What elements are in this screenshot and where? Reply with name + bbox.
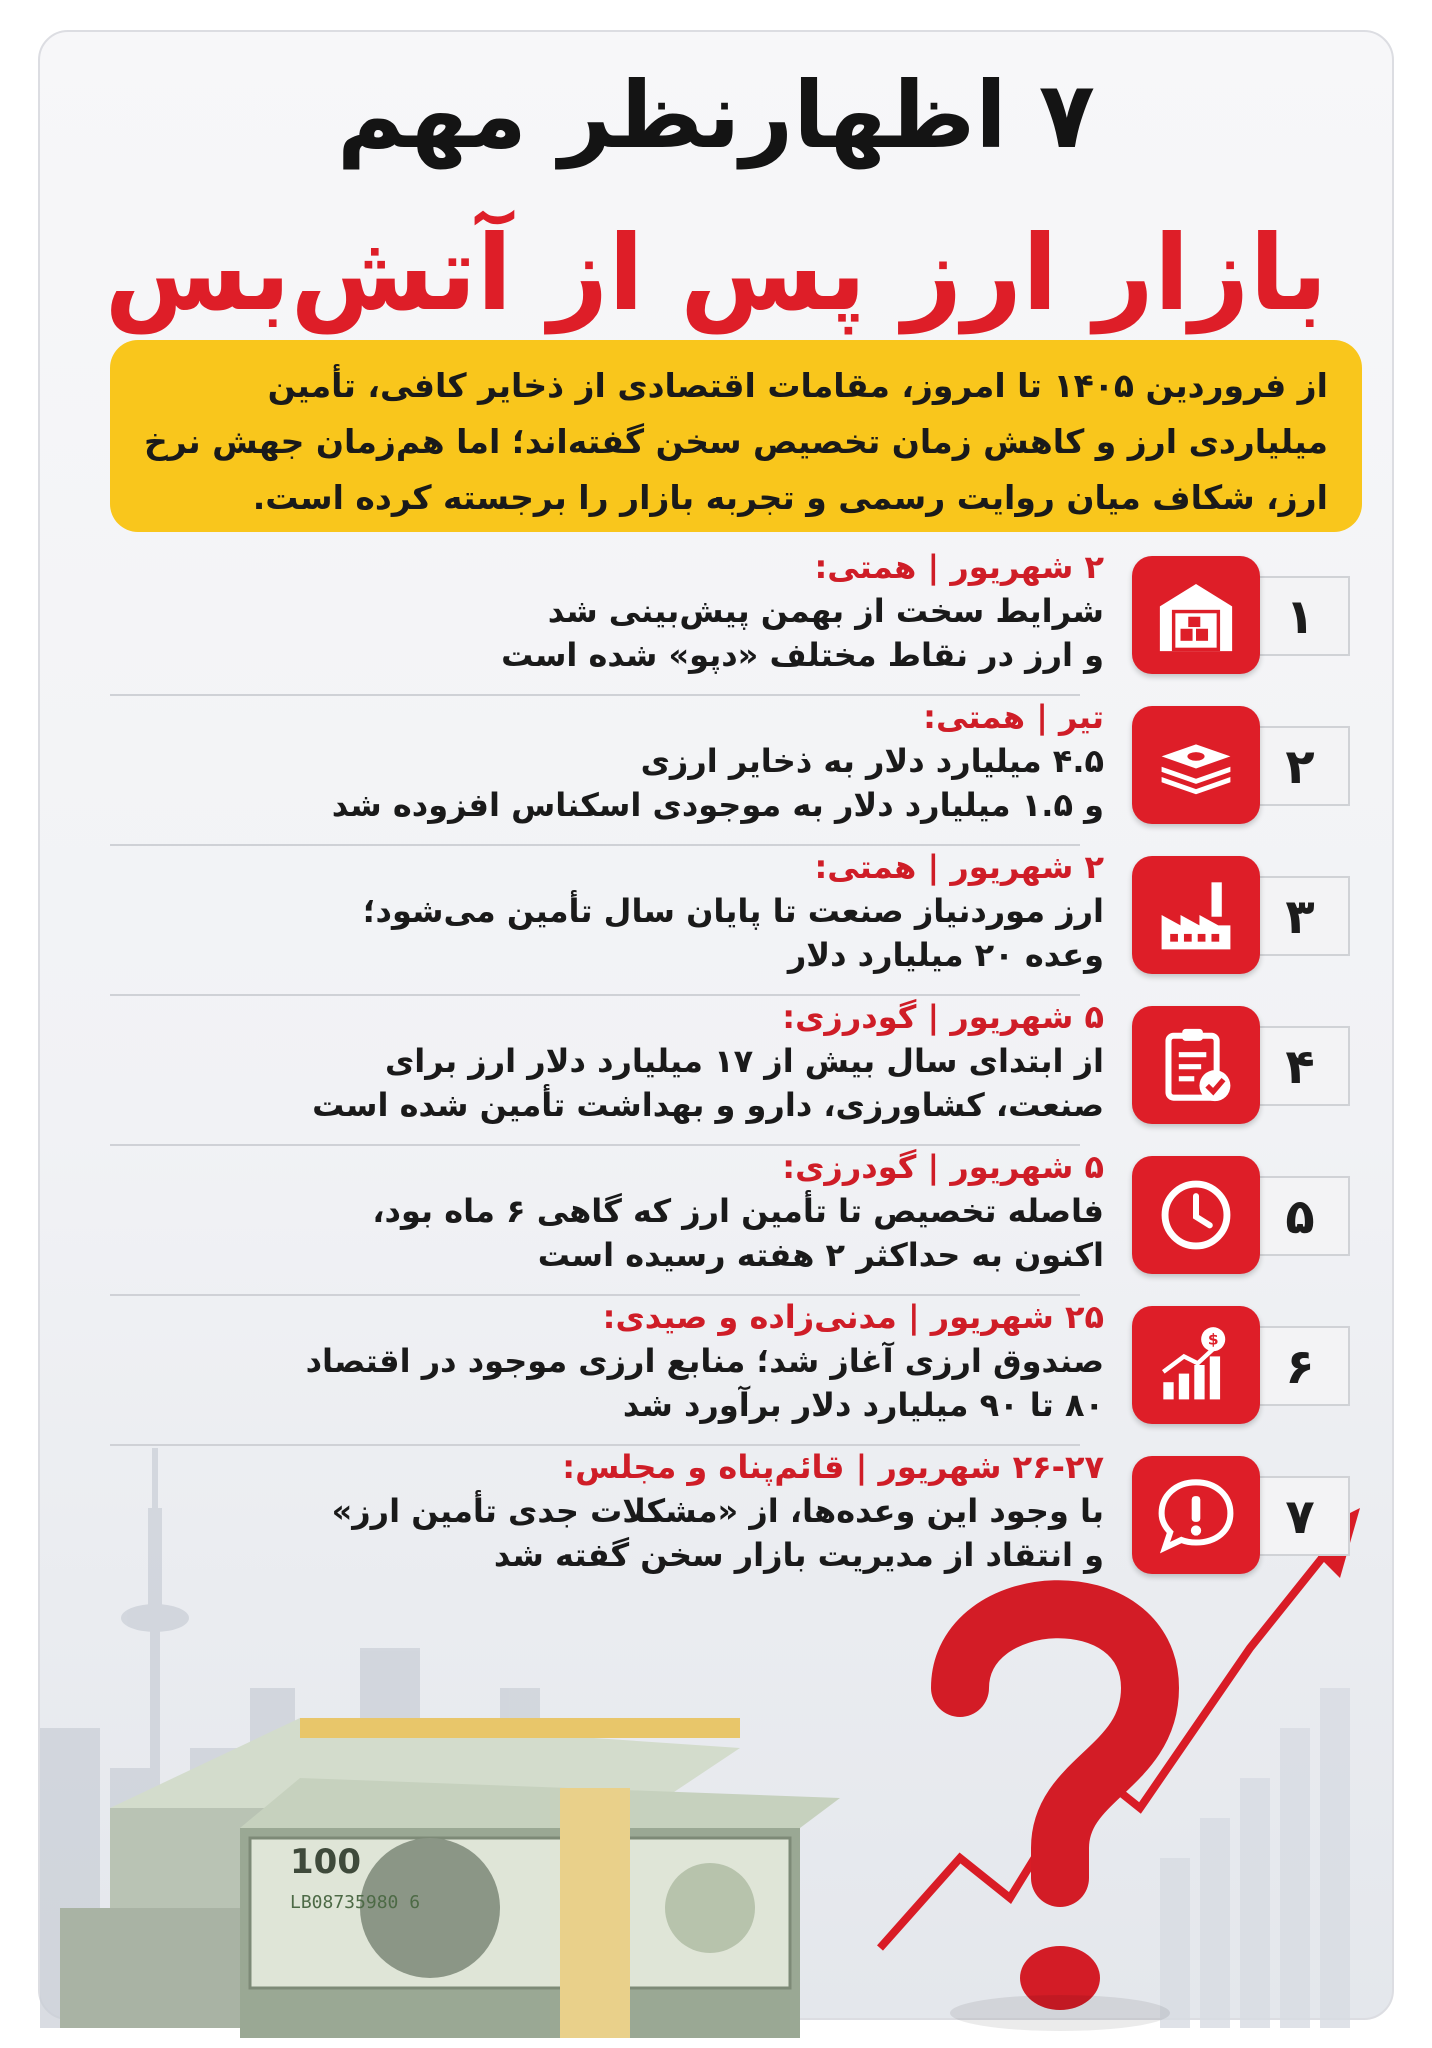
statement-item-1 bbox=[70, 548, 1360, 696]
item-source: ۵ شهریور | گودرزی: bbox=[782, 998, 1104, 1036]
title-line-2: بازار ارز پس از آتش‌بس bbox=[104, 212, 1328, 334]
item-text-line-1: فاصله تخصیص تا تأمین ارز که گاهی ۶ ماه بود، bbox=[372, 1192, 1104, 1230]
statement-item-3 bbox=[70, 848, 1360, 996]
item-number: ۶ bbox=[1230, 1326, 1350, 1406]
statement-item-6 bbox=[70, 1298, 1360, 1446]
statement-item-4 bbox=[70, 998, 1360, 1146]
factory-icon bbox=[1132, 856, 1260, 974]
intro-box: از فروردین ۱۴۰۵ تا امروز، مقامات اقتصادی از ذخایر کافی، تأمین میلیاردی ارز و کاهش زمان تخصیص سخن گفته‌اند؛ اما هم‌زمان جهش نرخ ارز، شکاف میان روایت رسمی و تجربه بازار را برجسته کرده است. bbox=[110, 340, 1362, 532]
item-divider bbox=[110, 1144, 1080, 1146]
item-text-line-2: و ارز در نقاط مختلف «دپو» شده است bbox=[501, 636, 1104, 674]
clock-icon bbox=[1132, 1156, 1260, 1274]
item-source: ۲ شهریور | همتی: bbox=[814, 548, 1104, 586]
item-text-line-2: و ۱.۵ میلیارد دلار به موجودی اسکناس افزوده شد bbox=[331, 786, 1104, 824]
item-text-line-1: ارز موردنیاز صنعت تا پایان سال تأمین می‌شود؛ bbox=[362, 892, 1104, 930]
item-source: تیر | همتی: bbox=[923, 698, 1104, 736]
bill-denomination: 100 bbox=[290, 1842, 361, 1882]
item-text-line-2: صنعت، کشاورزی، دارو و بهداشت تأمین شده است bbox=[312, 1086, 1104, 1124]
item-number: ۱ bbox=[1230, 576, 1350, 656]
statement-item-2 bbox=[70, 698, 1360, 846]
item-source: ۲ شهریور | همتی: bbox=[814, 848, 1104, 886]
item-source: ۲۶-۲۷ شهریور | قائم‌پناه و مجلس: bbox=[562, 1448, 1104, 1486]
item-text-line-2: اکنون به حداکثر ۲ هفته رسیده است bbox=[537, 1236, 1104, 1274]
item-number: ۲ bbox=[1230, 726, 1350, 806]
item-number: ۴ bbox=[1230, 1026, 1350, 1106]
item-number: ۵ bbox=[1230, 1176, 1350, 1256]
item-text-line-1: با وجود این وعده‌ها، از «مشکلات جدی تأمین ارز» bbox=[331, 1492, 1104, 1530]
item-text-line-2: و انتقاد از مدیریت بازار سخن گفته شد bbox=[493, 1536, 1104, 1574]
alert-bubble-icon bbox=[1132, 1456, 1260, 1574]
item-number: ۷ bbox=[1230, 1476, 1350, 1556]
item-text-line-2: وعده ۲۰ میلیارد دلار bbox=[787, 936, 1104, 974]
item-divider bbox=[110, 1294, 1080, 1296]
item-divider bbox=[110, 844, 1080, 846]
warehouse-icon bbox=[1132, 556, 1260, 674]
item-number: ۳ bbox=[1230, 876, 1350, 956]
item-source: ۵ شهریور | گودرزی: bbox=[782, 1148, 1104, 1186]
item-text-line-1: شرایط سخت از بهمن پیش‌بینی شد bbox=[547, 592, 1104, 630]
clipboard-check-icon bbox=[1132, 1006, 1260, 1124]
item-text-line-1: صندوق ارزی آغاز شد؛ منابع ارزی موجود در اقتصاد bbox=[305, 1342, 1104, 1380]
item-text-line-2: ۸۰ تا ۹۰ میلیارد دلار برآورد شد bbox=[622, 1386, 1104, 1424]
statement-item-7 bbox=[70, 1448, 1360, 1596]
item-divider bbox=[110, 694, 1080, 696]
item-text-line-1: از ابتدای سال بیش از ۱۷ میلیارد دلار ارز برای bbox=[384, 1042, 1104, 1080]
svg-text:$: $ bbox=[1207, 1330, 1219, 1349]
growth-chart-icon bbox=[1132, 1306, 1260, 1424]
title-line-1: ۷ اظهارنظر مهم bbox=[337, 62, 1095, 169]
item-text-line-1: ۴.۵ میلیارد دلار به ذخایر ارزی bbox=[640, 742, 1104, 780]
cash-stack-icon bbox=[1132, 706, 1260, 824]
bill-serial: LB08735980 6 bbox=[290, 1892, 421, 1913]
item-divider bbox=[110, 1444, 1080, 1446]
statement-item-5 bbox=[70, 1148, 1360, 1296]
item-source: ۲۵ شهریور | مدنی‌زاده و صیدی: bbox=[602, 1298, 1104, 1336]
item-divider bbox=[110, 994, 1080, 996]
